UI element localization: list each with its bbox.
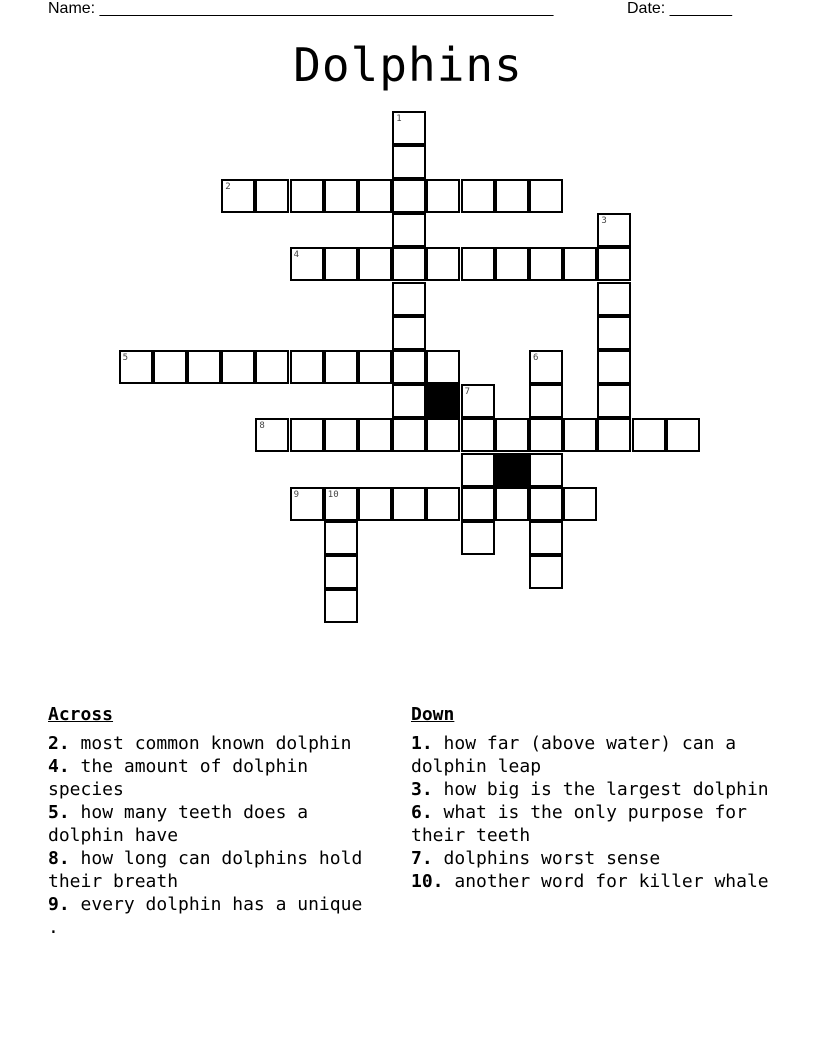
crossword-cell[interactable] — [324, 350, 358, 384]
clue-number: 5. — [48, 802, 70, 823]
across-clue — [48, 732, 378, 755]
down-clue — [411, 870, 771, 893]
crossword-cell[interactable] — [153, 350, 187, 384]
crossword-cell[interactable] — [597, 282, 631, 316]
clue-number: 2. — [48, 733, 70, 754]
down-clue-list — [411, 732, 771, 893]
crossword-cell[interactable] — [221, 179, 255, 213]
clue-number: 1 — [396, 113, 402, 124]
crossword-cell[interactable] — [495, 247, 529, 281]
crossword-cell[interactable] — [495, 179, 529, 213]
crossword-cell[interactable] — [324, 521, 358, 555]
page-title: Dolphins — [293, 38, 523, 92]
clue-number: 7. — [411, 848, 433, 869]
crossword-cell[interactable] — [290, 418, 324, 452]
crossword-cell[interactable] — [529, 555, 563, 589]
crossword-cell[interactable] — [563, 247, 597, 281]
clue-number: 2 — [225, 182, 231, 192]
crossword-cell[interactable] — [461, 453, 495, 487]
clue-text: every dolphin has a unique . — [48, 894, 449, 938]
crossword-cell[interactable] — [495, 487, 529, 521]
crossword-cell[interactable] — [461, 418, 495, 452]
crossword-cell[interactable] — [358, 179, 392, 213]
crossword-cell[interactable] — [597, 418, 631, 452]
crossword-cell[interactable] — [392, 213, 426, 247]
crossword-cell[interactable] — [426, 418, 460, 452]
clue-text: what is the only purpose for their teeth — [411, 802, 758, 846]
crossword-cell[interactable] — [358, 418, 392, 452]
down-heading: Down — [411, 704, 455, 725]
clue-number: 4 — [293, 250, 300, 261]
crossword-cell[interactable] — [461, 179, 495, 213]
crossword-cell[interactable] — [563, 487, 597, 521]
crossword-cell[interactable] — [358, 487, 392, 521]
crossword-cell[interactable] — [461, 384, 495, 418]
crossword-cell[interactable] — [392, 418, 426, 452]
across-clue — [48, 801, 378, 847]
clue-text: how many teeth does a dolphin have — [48, 802, 319, 846]
crossword-cell[interactable] — [461, 487, 495, 521]
clue-number: 5 — [122, 353, 129, 363]
crossword-cell[interactable] — [529, 418, 563, 452]
crossword-cell[interactable] — [324, 179, 358, 213]
crossword-cell[interactable] — [324, 555, 358, 589]
crossword-cell[interactable] — [597, 350, 631, 384]
crossword-cell[interactable] — [392, 282, 426, 316]
date-line: Date: _______ — [627, 0, 732, 17]
clue-number: 3. — [411, 779, 433, 800]
crossword-cell[interactable] — [495, 418, 529, 452]
down-clue — [411, 778, 771, 801]
crossword-cell[interactable] — [529, 487, 563, 521]
down-clue — [411, 847, 771, 870]
clue-number: 6. — [411, 802, 433, 823]
crossword-cell[interactable] — [221, 350, 255, 384]
crossword-cell[interactable] — [529, 521, 563, 555]
clue-number: 9 — [293, 489, 300, 500]
clue-number: 6 — [533, 353, 539, 363]
crossword-cell[interactable] — [426, 350, 460, 384]
crossword-cell[interactable] — [461, 521, 495, 555]
clue-text: most common known dolphin — [69, 733, 352, 754]
crossword-cell[interactable] — [290, 179, 324, 213]
clue-number: 7 — [464, 387, 471, 398]
down-clue — [411, 732, 771, 778]
clue-text: the amount of dolphin species — [48, 756, 319, 800]
crossword-cell[interactable] — [426, 247, 460, 281]
crossword-cell[interactable] — [529, 247, 563, 281]
crossword-cell[interactable] — [392, 179, 426, 213]
crossword-cell[interactable] — [426, 179, 460, 213]
crossword-cell[interactable] — [563, 418, 597, 452]
crossword-cell[interactable] — [529, 453, 563, 487]
crossword-cell[interactable] — [290, 487, 324, 521]
clue-text: another word for killer whale — [443, 871, 769, 892]
crossword-cell[interactable] — [392, 316, 426, 350]
crossword-cell[interactable] — [358, 247, 392, 281]
crossword-cell[interactable] — [529, 384, 563, 418]
crossword-cell[interactable] — [426, 487, 460, 521]
clue-text: how long can dolphins hold their breath — [48, 848, 374, 892]
crossword-cell[interactable] — [255, 179, 289, 213]
clue-number: 9. — [48, 894, 70, 915]
crossword-cell[interactable] — [597, 316, 631, 350]
crossword-cell[interactable] — [392, 350, 426, 384]
across-clue — [48, 847, 378, 893]
crossword-cell[interactable] — [324, 487, 358, 521]
crossword-cell[interactable] — [324, 589, 358, 623]
crossword-cell[interactable] — [392, 487, 426, 521]
across-clue — [48, 893, 449, 939]
crossword-cell[interactable] — [358, 350, 392, 384]
clue-number: 8. — [48, 848, 70, 869]
crossword-cell[interactable] — [597, 213, 631, 247]
crossword-cell[interactable] — [187, 350, 221, 384]
crossword-cell[interactable] — [461, 247, 495, 281]
crossword-cell[interactable] — [632, 418, 666, 452]
name-line: Name: ___________________________________________________ — [48, 0, 554, 17]
clue-number: 10 — [327, 489, 339, 500]
clue-text: how big is the largest dolphin — [432, 779, 769, 800]
black-cell — [426, 384, 460, 418]
down-clues — [411, 703, 771, 893]
across-clue — [48, 755, 378, 801]
crossword-cell[interactable] — [255, 418, 289, 452]
down-clue — [411, 801, 771, 847]
crossword-cell[interactable] — [392, 384, 426, 418]
crossword-cell[interactable] — [529, 350, 563, 384]
clue-text: dolphins worst sense — [432, 848, 661, 869]
black-cell — [495, 453, 529, 487]
crossword-cell[interactable] — [119, 350, 153, 384]
clue-number: 3 — [601, 216, 607, 227]
clue-number: 8 — [259, 421, 265, 432]
crossword-cell[interactable] — [324, 418, 358, 452]
crossword-cell[interactable] — [529, 179, 563, 213]
crossword-cell[interactable] — [597, 384, 631, 418]
crossword-cell[interactable] — [597, 247, 631, 281]
crossword-cell[interactable] — [324, 247, 358, 281]
crossword-cell[interactable] — [290, 247, 324, 281]
crossword-cell[interactable] — [666, 418, 700, 452]
crossword-cell[interactable] — [392, 111, 426, 145]
crossword-cell[interactable] — [392, 145, 426, 179]
crossword-cell[interactable] — [255, 350, 289, 384]
clue-text: how far (above water) can a dolphin leap — [411, 733, 747, 777]
clue-number: 4. — [48, 756, 70, 777]
clue-number: 1. — [411, 733, 433, 754]
crossword-cell[interactable] — [392, 247, 426, 281]
clue-number: 10. — [411, 871, 444, 892]
crossword-cell[interactable] — [290, 350, 324, 384]
across-heading: Across — [48, 704, 114, 725]
